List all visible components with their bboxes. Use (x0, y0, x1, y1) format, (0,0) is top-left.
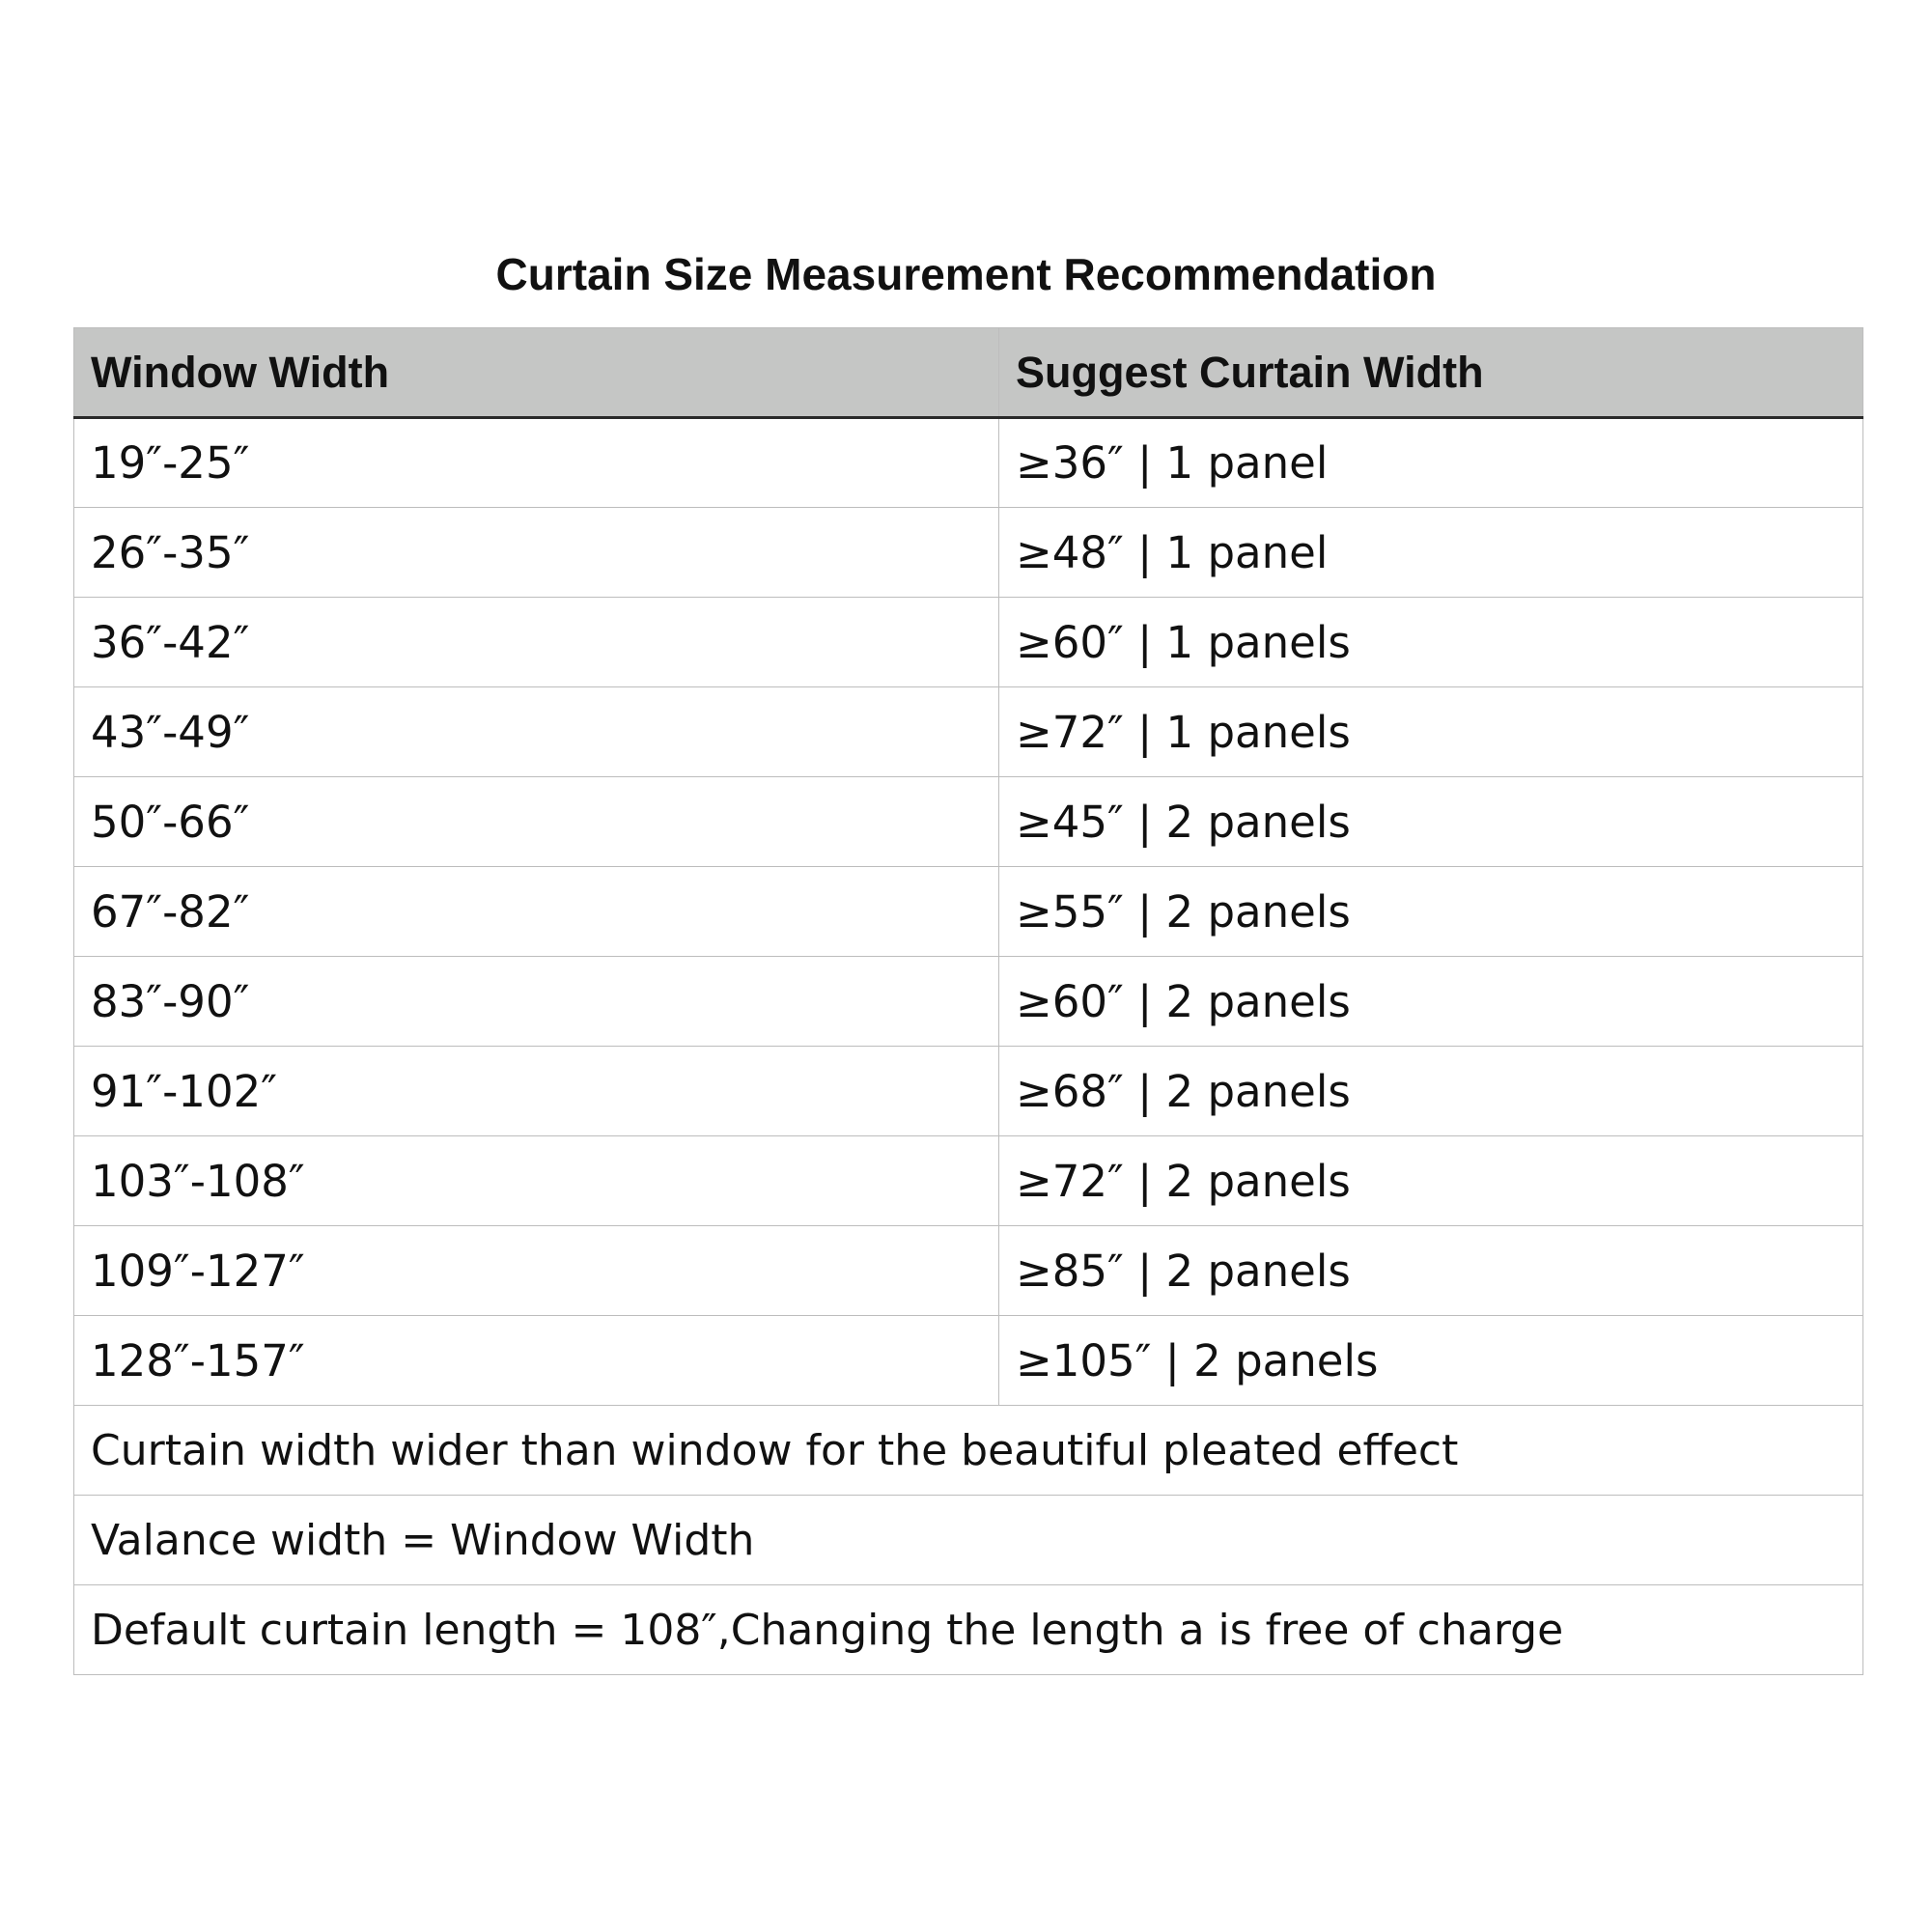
window-width-cell: 67″-82″ (74, 867, 999, 957)
column-header-window-width: Window Width (74, 328, 999, 418)
column-header-suggest-curtain-width: Suggest Curtain Width (999, 328, 1863, 418)
table-row (74, 687, 1863, 777)
note-default-length: Default curtain length = 108″,Changing the length a is free of charge (74, 1585, 1863, 1675)
table-row (74, 1136, 1863, 1226)
note-valance-width: Valance width = Window Width (74, 1496, 1863, 1585)
curtain-width-cell: ≥72″ | 1 panels (999, 687, 1863, 777)
curtain-width-cell: ≥72″ | 2 panels (999, 1136, 1863, 1226)
table-row (74, 1316, 1863, 1406)
window-width-cell: 109″-127″ (74, 1226, 999, 1316)
curtain-width-cell: ≥48″ | 1 panel (999, 508, 1863, 598)
curtain-width-cell: ≥105″ | 2 panels (999, 1316, 1863, 1406)
note-row (74, 1496, 1863, 1585)
table-header-row (74, 328, 1863, 418)
table-row (74, 867, 1863, 957)
table-row (74, 1226, 1863, 1316)
curtain-width-cell: ≥55″ | 2 panels (999, 867, 1863, 957)
window-width-cell: 83″-90″ (74, 957, 999, 1047)
note-pleated-effect: Curtain width wider than window for the beautiful pleated effect (74, 1406, 1863, 1496)
note-row (74, 1406, 1863, 1496)
window-width-cell: 43″-49″ (74, 687, 999, 777)
window-width-cell: 26″-35″ (74, 508, 999, 598)
curtain-width-cell: ≥36″ | 1 panel (999, 418, 1863, 508)
table-row (74, 508, 1863, 598)
window-width-cell: 19″-25″ (74, 418, 999, 508)
page-title: Curtain Size Measurement Recommendation (495, 249, 1437, 299)
curtain-width-cell: ≥60″ | 1 panels (999, 598, 1863, 687)
table-row (74, 598, 1863, 687)
window-width-cell: 50″-66″ (74, 777, 999, 867)
table-row (74, 957, 1863, 1047)
curtain-width-cell: ≥85″ | 2 panels (999, 1226, 1863, 1316)
table-row (74, 1047, 1863, 1136)
table-row (74, 418, 1863, 508)
note-row (74, 1585, 1863, 1675)
window-width-cell: 103″-108″ (74, 1136, 999, 1226)
curtain-width-cell: ≥60″ | 2 panels (999, 957, 1863, 1047)
curtain-width-cell: ≥68″ | 2 panels (999, 1047, 1863, 1136)
window-width-cell: 128″-157″ (74, 1316, 999, 1406)
window-width-cell: 91″-102″ (74, 1047, 999, 1136)
curtain-size-table (73, 327, 1863, 1675)
curtain-width-cell: ≥45″ | 2 panels (999, 777, 1863, 867)
window-width-cell: 36″-42″ (74, 598, 999, 687)
table-row (74, 777, 1863, 867)
